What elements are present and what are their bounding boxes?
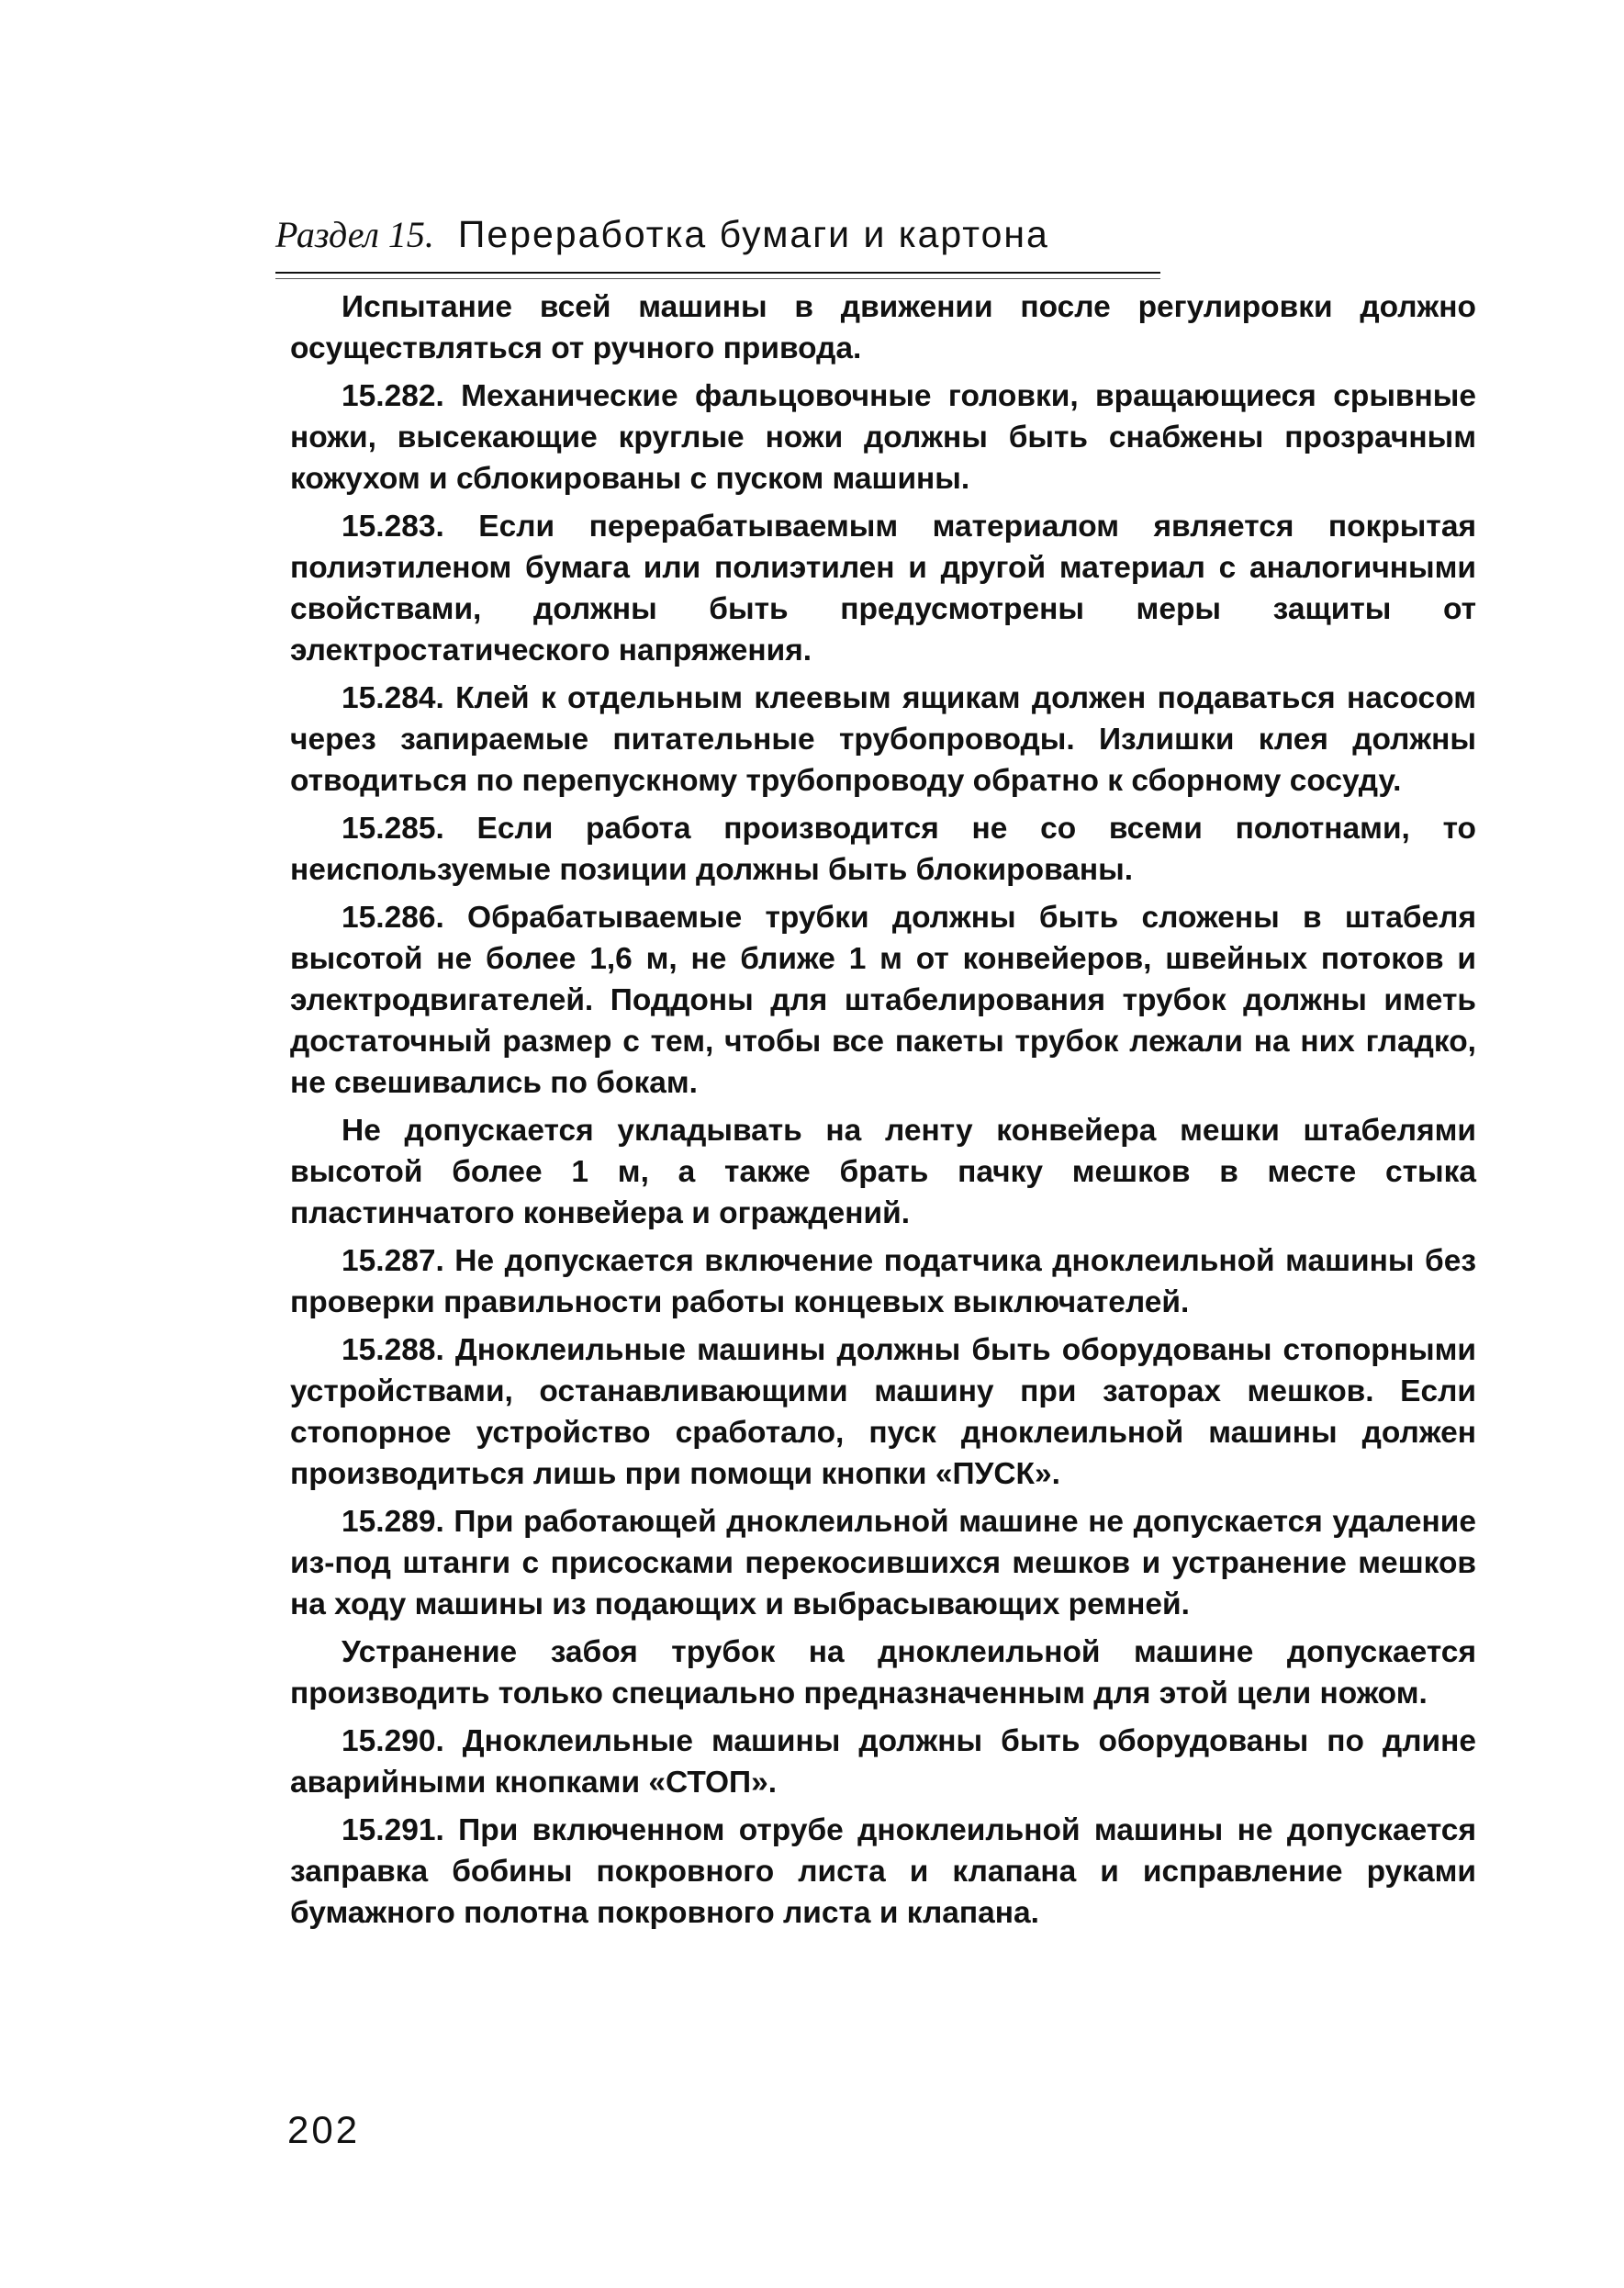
paragraph-15-286-cont: Не допускается укладывать на ленту конвейера мешки штабелями высотой более 1 м, а также брать пачку мешков в месте стыка пластинчатого конвейера и ограждений. [290,1114,1476,1230]
paragraph-15-285: 15.285. Если работа производится не со всеми полотнами, то неиспользуемые позиции должны быть блокированы. [290,812,1476,887]
section-number: Раздел 15. [275,214,434,255]
paragraph-15-284: 15.284. Клей к отдельным клеевым ящикам должен подаваться насосом через запираемые питательные трубопроводы. Излишки клея должны отводиться по перепускному трубопроводу обратно к сборному сосуду. [290,681,1476,798]
paragraph-15-283: 15.283. Если перерабатываемым материалом является покрытая полиэтиленом бумага или полиэтилен и другой материал с аналогичными свойствами, должны быть предусмотрены меры защиты от электростатического напряжения. [290,510,1476,667]
paragraph-15-290: 15.290. Дноклеильные машины должны быть оборудованы по длине аварийными кнопками «СТОП». [290,1724,1476,1800]
header-rule-thin [275,278,1160,279]
paragraph-continuation: Испытание всей машины в движении после регулировки должно осуществляться от ручного привода. [290,290,1476,365]
section-title: Переработка бумаги и картона [457,213,1049,255]
paragraph-15-288: 15.288. Дноклеильные машины должны быть оборудованы стопорными устройствами, останавливающими машину при заторах мешков. Если стопорное устройство сработало, пуск дноклеильной машины должен производиться лишь при помощи кнопки «ПУСК». [290,1333,1476,1491]
paragraph-15-287: 15.287. Не допускается включение податчика дноклеильной машины без проверки правильности работы концевых выключателей. [290,1244,1476,1319]
header-rule [275,272,1160,274]
paragraph-15-291: 15.291. При включенном отрубе дноклеильной машины не допускается заправка бобины покровного листа и клапана и исправление руками бумажного полотна покровного листа и клапана. [290,1813,1476,1930]
paragraph-15-286: 15.286. Обрабатываемые трубки должны быть сложены в штабеля высотой не более 1,6 м, не ближе 1 м от конвейеров, швейных потоков и электродвигателей. Поддоны для штабелирования трубок должны иметь достаточный размер с тем, чтобы все пакеты трубок лежали на них гладко, не свешивались по бокам. [290,901,1476,1100]
body-text [290,286,1476,1940]
paragraph-15-289-cont: Устранение забоя трубок на дноклеильной машине допускается производить только специально предназначенным для этой цели ножом. [290,1635,1476,1710]
running-header [275,213,1193,256]
page-number: 202 [287,2108,361,2151]
paragraph-15-289: 15.289. При работающей дноклеильной машине не допускается удаление из-под штанги с присосками перекосившихся мешков и устранение мешков на ходу машины из подающих и выбрасывающих ремней. [290,1505,1476,1621]
paragraph-15-282: 15.282. Механические фальцовочные головки, вращающиеся срывные ножи, высекающие круглые ножи должны быть снабжены прозрачным кожухом и сблокированы с пуском машины. [290,379,1476,496]
